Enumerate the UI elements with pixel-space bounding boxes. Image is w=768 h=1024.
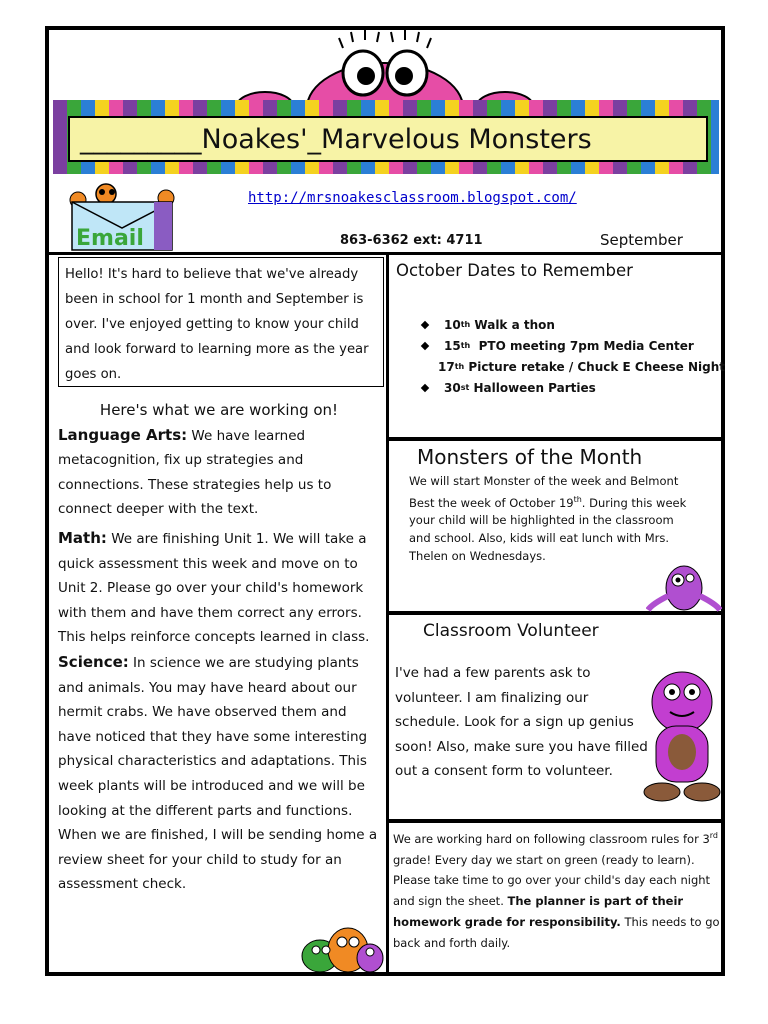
- monster-group-icon: [298, 918, 384, 974]
- greeting-box: [58, 257, 384, 387]
- newsletter-month: September: [600, 231, 683, 249]
- list-item: 30 st Halloween Parties: [422, 377, 725, 398]
- rules-note-text: We are working hard on following classroom rules for 3rd grade! Every day we start on green (ready to learn). Please take time to go over your child's day each night and sign the sheet. The planner is part of their homework grade for responsibility. This needs to go back and forth daily.: [393, 831, 720, 950]
- language-arts-paragraph: [58, 423, 380, 522]
- planner-notice: The planner is part of their homework grade for responsibility.: [393, 894, 684, 930]
- language-arts-label: Language Arts:: [58, 425, 188, 444]
- newsletter-title: _________Noakes'_Marvelous Monsters: [68, 116, 708, 162]
- science-text: In science we are studying plants and animals. You may have heard about our hermit crabs. We have observed them and have noticed that they have some interesting physical characteristics and adaptations. This week plants will be introduced and we will be looking at the different parts and functions. When we are finished, I will be sending home a review sheet for your child to study for an assessment check.: [58, 654, 378, 893]
- october-dates-list: [396, 314, 725, 398]
- list-item: 10 th Walk a thon: [422, 314, 725, 335]
- volunteer-title: Classroom Volunteer: [423, 621, 599, 641]
- bullet-icon: [421, 341, 429, 349]
- bullet-icon: [421, 383, 429, 391]
- list-item: 17 th Picture retake / Chuck E Cheese Night: [422, 356, 725, 377]
- blog-link[interactable]: http://mrsnoakesclassroom.blogspot.com/: [248, 190, 577, 206]
- phone-number: 863-6362 ext: 4711: [340, 233, 483, 248]
- math-label: Math:: [58, 528, 107, 547]
- language-arts-text: We have learned metacognition, fix up strategies and connections. These strategies help us to connect deeper with the text.: [58, 427, 332, 518]
- working-on-section: [58, 398, 380, 897]
- science-label: Science:: [58, 652, 129, 671]
- bullet-icon: [421, 320, 429, 328]
- october-dates-section: [389, 255, 725, 441]
- list-item: 15 th PTO meeting 7pm Media Center: [422, 335, 725, 356]
- bullet-icon: [420, 364, 424, 368]
- working-on-heading: Here's what we are working on!: [99, 401, 339, 419]
- email-icon-label: Email: [76, 226, 144, 251]
- monsters-of-month-title: Monsters of the Month: [417, 445, 643, 469]
- october-dates-title: October Dates to Remember: [396, 261, 633, 280]
- greeting-text: Hello! It's hard to believe that we've already been in school for 1 month and September is over. I've enjoyed getting to know your child and look forward to learning more as the year goes on.: [65, 267, 369, 382]
- pink-furry-monster-icon: [640, 662, 724, 804]
- volunteer-text: I've had a few parents ask to volunteer. I am finalizing our schedule. Look for a sign up genius soon! Also, make sure you have filled out a consent form to volunteer.: [395, 665, 648, 779]
- math-text: We are finishing Unit 1. We will take a quick assessment this week and move on to Unit 2. Please go over your child's homework with them and have them correct any errors. This helps reinforce concepts learned in class.: [58, 530, 370, 646]
- science-paragraph: [58, 650, 380, 897]
- purple-monster-icon: [646, 560, 722, 614]
- rules-note: [393, 826, 723, 954]
- monsters-of-month-text: We will start Monster of the week and Belmont Best the week of October 19th. During this week your child will be highlighted in the classroom and school. Also, kids will eat lunch with Mrs. Thelen on Wednesdays.: [409, 474, 687, 564]
- math-paragraph: [58, 526, 380, 650]
